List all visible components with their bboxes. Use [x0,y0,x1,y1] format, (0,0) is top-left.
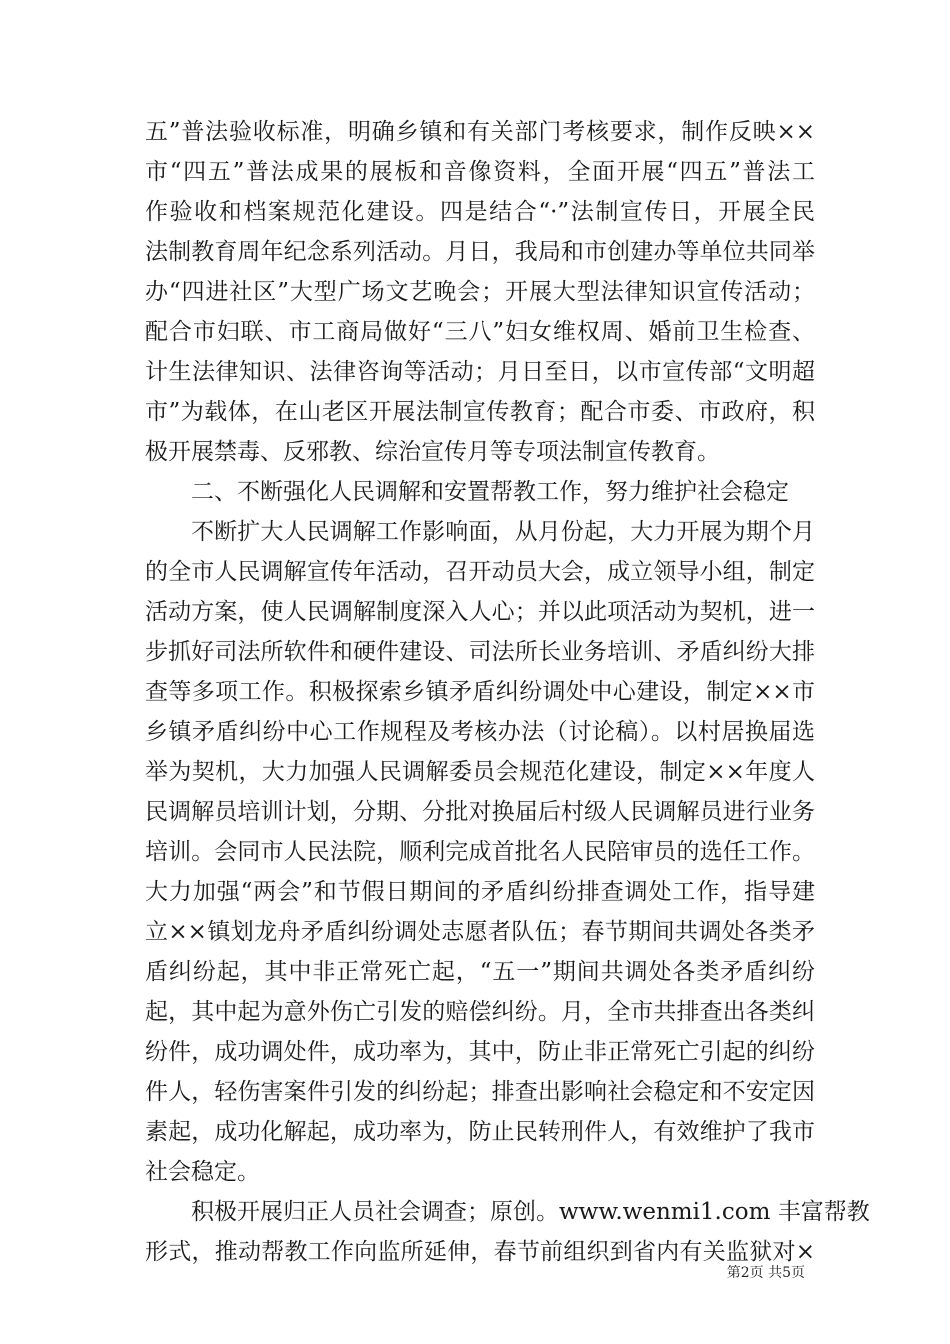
paragraph-line: 活动方案，使人民调解制度深入人心；并以此项活动为契机，进一 [145,599,815,625]
paragraph-line: 不断扩大人民调解工作影响面，从月份起，大力开展为期个月 [191,519,815,545]
paragraph-line: 积极开展归正人员社会调查；原创。www.wenmi1.com 丰富帮教 [191,1199,870,1225]
section-heading: 二、不断强化人民调解和安置帮教工作，努力维护社会稳定 [191,479,789,505]
paragraph-line: 法制教育周年纪念系列活动。月日，我局和市创建办等单位共同举 [145,239,815,265]
paragraph-line: 纷件，成功调处件，成功率为，其中，防止非正常死亡引起的纠纷 [145,1039,815,1065]
paragraph-line: 件人，轻伤害案件引发的纠纷起；排查出影响社会稳定和不安定因 [145,1079,815,1105]
paragraph-line: 市“四五”普法成果的展板和音像资料，全面开展“四五”普法工 [145,159,815,185]
paragraph-line: 社会稳定。 [145,1159,260,1185]
paragraph-line: 举为契机，大力加强人民调解委员会规范化建设，制定××年度人 [145,759,815,785]
paragraph-line: 乡镇矛盾纠纷中心工作规程及考核办法（讨论稿）。以村居换届选 [145,719,815,745]
paragraph-line: 计生法律知识、法律咨询等活动；月日至日，以市宣传部“文明超 [145,359,815,385]
paragraph-line: 民调解员培训计划，分期、分批对换届后村级人民调解员进行业务 [145,799,815,825]
paragraph-line: 极开展禁毒、反邪教、综治宣传月等专项法制宣传教育。 [145,439,720,465]
paragraph-line: 盾纠纷起，其中非正常死亡起，“五一”期间共调处各类矛盾纠纷 [145,959,815,985]
paragraph-line: 办“四进社区”大型广场文艺晚会；开展大型法律知识宣传活动； [145,279,815,305]
page-number: 第2页 共5页 [726,1265,805,1281]
paragraph-line: 的全市人民调解宣传年活动，召开动员大会，成立领导小组，制定 [145,559,815,585]
paragraph-line: 形式，推动帮教工作向监所延伸，春节前组织到省内有关监狱对× [145,1239,815,1265]
paragraph-line: 市”为载体，在山老区开展法制宣传教育；配合市委、市政府，积 [145,399,815,425]
paragraph-line: 步抓好司法所软件和硬件建设、司法所长业务培训、矛盾纠纷大排 [145,639,815,665]
paragraph-line: 五”普法验收标准，明确乡镇和有关部门考核要求，制作反映×× [145,119,815,145]
paragraph-line: 配合市妇联、市工商局做好“三八”妇女维权周、婚前卫生检查、 [145,319,815,345]
paragraph-line: 起，其中起为意外伤亡引发的赔偿纠纷。月，全市共排查出各类纠 [145,999,815,1025]
paragraph-line: 培训。会同市人民法院，顺利完成首批名人民陪审员的选任工作。 [145,839,815,865]
paragraph-line: 查等多项工作。积极探索乡镇矛盾纠纷调处中心建设，制定××市 [145,679,815,705]
paragraph-line: 立××镇划龙舟矛盾纠纷调处志愿者队伍；春节期间共调处各类矛 [145,919,815,945]
paragraph-line: 素起，成功化解起，成功率为，防止民转刑件人，有效维护了我市 [145,1119,815,1145]
paragraph-line: 大力加强“两会”和节假日期间的矛盾纠纷排查调处工作，指导建 [145,879,815,905]
paragraph-line: 作验收和档案规范化建设。四是结合“·”法制宣传日，开展全民 [145,199,815,225]
